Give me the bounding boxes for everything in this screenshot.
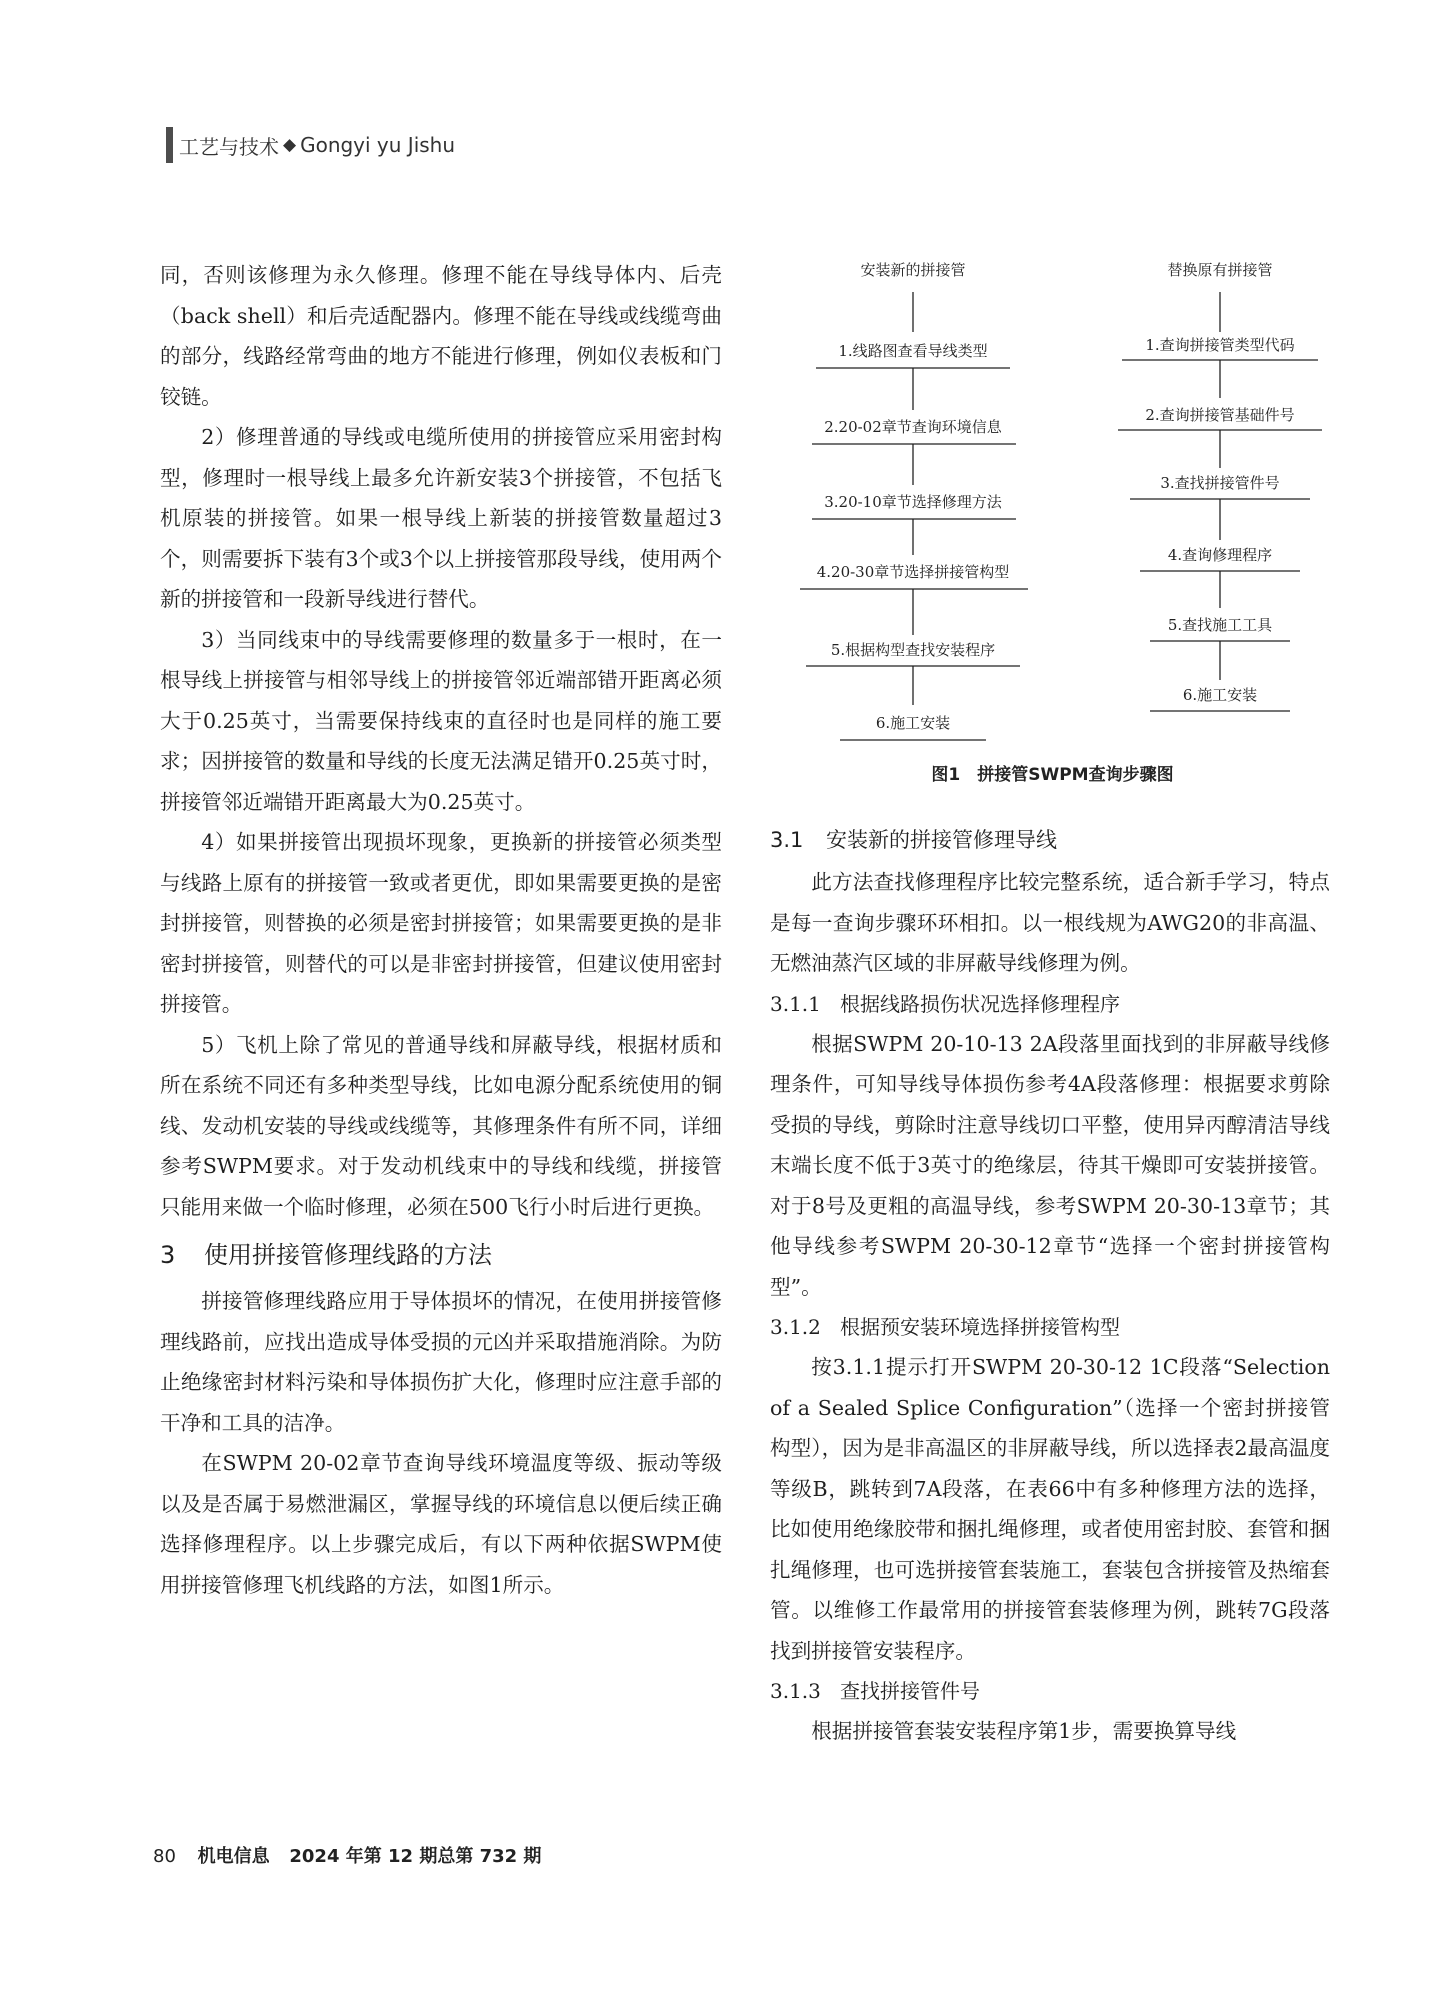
flow-left-step: 2.20-02章节查询环境信息: [824, 418, 1002, 436]
flow-right-step: 2.查询拼接管基础件号: [1145, 406, 1295, 424]
paragraph: 根据SWPM 20-10-13 2A段落里面找到的非屏蔽导线修理条件，可知导线导体损伤参考4A段落修理：根据要求剪除受损的导线，剪除时注意导线切口平整，使用异丙醇清洁导线末端长度不低于3英寸的绝缘层，待其干燥即可安装拼接管。对于8号及更粗的高温导线，参考SWPM 20-30-13章节；其他导线参考SWPM 20-30-12章节“选择一个密封拼接管构型”。: [770, 1031, 1330, 1299]
subsubsection-title: 根据预安装环境选择拼接管构型: [840, 1315, 1120, 1339]
flow-right-step: 1.查询拼接管类型代码: [1145, 336, 1295, 354]
flow-left-step: 3.20-10章节选择修理方法: [824, 493, 1002, 511]
paragraph: 按3.1.1提示打开SWPM 20-30-12 1C段落“Selection of a Sealed Splice Configuration”（选择一个密封拼接管构型），因为是非高温区的非屏蔽导线，所以选择表2最高温度等级B，跳转到7A段落，在表66中有多种修理方法的选择，比如使用绝缘胶带和捆扎绳修理，或者使用密封胶、套管和捆扎绳修理，也可选拼接管套装施工，套装包含拼接管及热缩套管。以维修工作最常用的拼接管套装修理为例，跳转7G段落找到拼接管安装程序。: [770, 1355, 1330, 1663]
subsection-title: 安装新的拼接管修理导线: [826, 828, 1057, 852]
page-header: [166, 127, 455, 163]
paragraph: 2）修理普通的导线或电缆所使用的拼接管应采用密封构型，修理时一根导线上最多允许新安装3个拼接管，不包括飞机原装的拼接管。如果一根导线上新装的拼接管数量超过3个，则需要拆下装有3个或3个以上拼接管那段导线，使用两个新的拼接管和一段新导线进行替代。: [160, 425, 722, 611]
subsubsection-number: 3.1.1: [770, 991, 821, 1016]
right-column: [770, 818, 1330, 1752]
paragraph: 同，否则该修理为永久修理。修理不能在导线导体内、后壳（back shell）和后壳适配器内。修理不能在导线或线缆弯曲的部分，线路经常弯曲的地方不能进行修理，例如仪表板和门铰链。: [160, 263, 722, 409]
page-footer: [153, 1842, 541, 1868]
header-section-cn: 工艺与技术: [179, 134, 279, 159]
diamond-icon: ◆: [283, 135, 297, 155]
flow-left-step: 5.根据构型查找安装程序: [830, 641, 996, 659]
journal-name: 机电信息: [197, 1846, 270, 1867]
subsubsection-heading: [770, 1307, 1330, 1347]
flowchart-svg: [760, 250, 1350, 750]
page-number: 80: [153, 1846, 176, 1867]
paragraph: 此方法查找修理程序比较完整系统，适合新手学习，特点是每一查询步骤环环相扣。以一根线规为AWG20的非高温、无燃油蒸汽区域的非屏蔽导线修理为例。: [770, 870, 1330, 975]
flow-right-step: 3.查找拼接管件号: [1160, 474, 1280, 492]
flow-left-step: 1.线路图查看导线类型: [838, 342, 988, 360]
flow-right-step: 4.查询修理程序: [1167, 546, 1273, 564]
flow-left-step: 4.20-30章节选择拼接管构型: [816, 563, 1010, 581]
section-title: 使用拼接管修理线路的方法: [204, 1241, 492, 1269]
subsubsection-heading: [770, 1671, 1330, 1711]
header-bar: [166, 127, 173, 163]
flow-left-step: 6.施工安装: [875, 714, 951, 732]
subsubsection-number: 3.1.3: [770, 1679, 821, 1703]
paragraph: 在SWPM 20-02章节查询导线环境温度等级、振动等级以及是否属于易燃泄漏区，掌握导线的环境信息以便后续正确选择修理程序。以上步骤完成后，有以下两种依据SWPM使用拼接管修理飞机线路的方法，如图1所示。: [160, 1451, 722, 1597]
subsubsection-number: 3.1.2: [770, 1315, 821, 1339]
paragraph: 4）如果拼接管出现损坏现象，更换新的拼接管必须类型与线路上原有的拼接管一致或者更优，即如果需要更换的是密封拼接管，则替换的必须是密封拼接管；如果需要更换的是非密封拼接管，则替代的可以是非密封拼接管，但建议使用密封拼接管。: [160, 830, 722, 1016]
section-heading: [160, 1235, 722, 1275]
issue-info: 2024 年第 12 期总第 732 期: [289, 1846, 542, 1867]
figure-flowchart: [760, 250, 1350, 750]
paragraph: 3）当同线束中的导线需要修理的数量多于一根时，在一根导线上拼接管与相邻导线上的拼接管邻近端部错开距离必须大于0.25英寸，当需要保持线束的直径时也是同样的施工要求；因拼接管的数量和导线的长度无法满足错开0.25英寸时，拼接管邻近端错开距离最大为0.25英寸。: [160, 627, 722, 814]
flow-left-title: 安装新的拼接管: [860, 261, 966, 279]
header-section-pinyin: Gongyi yu Jishu: [300, 133, 456, 157]
section-number: 3: [160, 1241, 176, 1269]
flow-right-step: 5.查找施工工具: [1167, 616, 1273, 634]
subsubsection-title: 根据线路损伤状况选择修理程序: [840, 991, 1120, 1016]
subsubsection-title: 查找拼接管件号: [840, 1679, 980, 1703]
flow-right-title: 替换原有拼接管: [1167, 261, 1273, 279]
paragraph: 5）飞机上除了常见的普通导线和屏蔽导线，根据材质和所在系统不同还有多种类型导线，比如电源分配系统使用的铜线、发动机安装的导线或线缆等，其修理条件有所不同，详细参考SWPM要求。对于发动机线束中的导线和线缆，拼接管只能用来做一个临时修理，必须在500飞行小时后进行更换。: [160, 1032, 722, 1219]
paragraph: 拼接管修理线路应用于导体损坏的情况，在使用拼接管修理线路前，应找出造成导体受损的元凶并采取措施消除。为防止绝缘密封材料污染和导体损伤扩大化，修理时应注意手部的干净和工具的洁净。: [160, 1289, 722, 1435]
subsubsection-heading: [770, 984, 1330, 1024]
flow-right-step: 6.施工安装: [1182, 686, 1258, 704]
figure-caption: 图1 拼接管SWPM查询步骤图: [931, 765, 1174, 785]
subsection-number: 3.1: [770, 828, 804, 852]
subsection-heading: [770, 820, 1330, 860]
paragraph: 根据拼接管套装安装程序第1步，需要换算导线: [811, 1719, 1237, 1743]
left-column: [160, 255, 722, 1605]
